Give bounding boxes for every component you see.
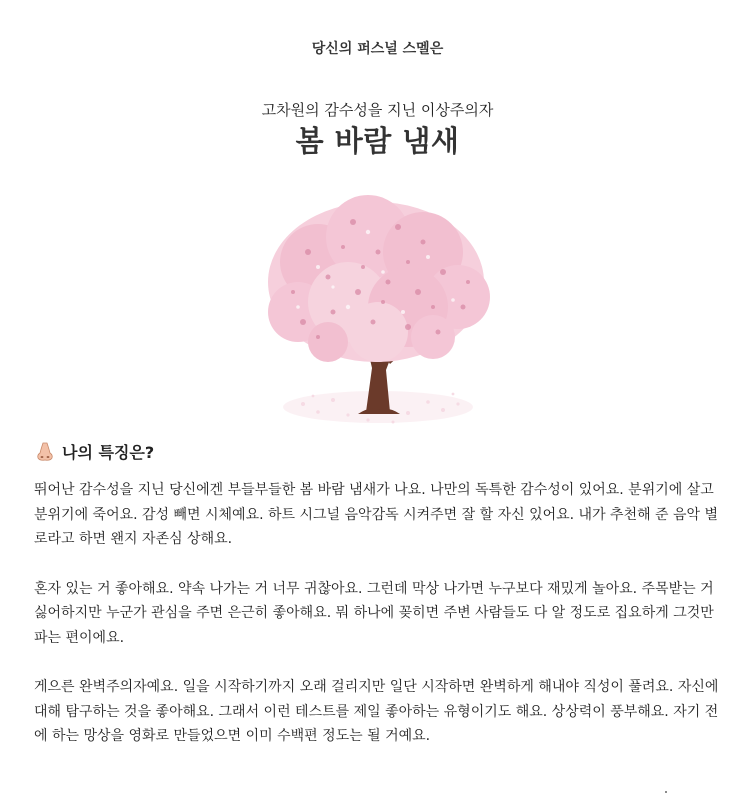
traits-description	[34, 478, 724, 774]
result-header: 당신의 퍼스널 스멜은	[311, 41, 444, 57]
hero-illustration	[258, 182, 498, 432]
trait-paragraph: 혼자 있는 거 좋아해요. 약속 나가는 거 너무 귀찮아요. 그런데 막상 나가면 누구보다 재밌게 놀아요. 주목받는 거 싫어하지만 누군가 관심을 주면 은근히 좋아해요. 뭐 하나에 꽂히면 주변 사람들도 다 알 정도로 집요하게 그것만 파는 편이에요.	[34, 580, 714, 646]
cherry-blossom-tree-icon	[258, 182, 498, 432]
result-subtitle: 고차원의 감수성을 지닌 이상주의자	[261, 101, 494, 119]
trait-paragraph: 뛰어난 감수성을 지닌 당신에겐 부들부들한 봄 바람 냄새가 나요. 나만의 독특한 감수성이 있어요. 분위기에 살고 분위기에 죽어요. 감성 빼면 시체예요. 하트 시그널 음악감독 시켜주면 잘 할 자신 있어요. 내가 추천해 준 음악 별로라고 하면 왠지 자존심 상해요.	[34, 482, 719, 547]
decorative-dot	[665, 791, 667, 793]
trait-paragraph: 게으른 완벽주의자예요. 일을 시작하기까지 오래 걸리지만 일단 시작하면 완벽하게 해내야 직성이 풀려요. 자신에 대해 탐구하는 것을 좋아해요. 그래서 이런 테스트를 제일 좋아하는 유형이기도 해요. 상상력이 풍부해요. 자기 전에 하는 망상을 영화로 만들었으면 이미 수백편 정도는 될 거예요.	[34, 679, 719, 744]
traits-heading-label: 나의 특징은?	[62, 443, 155, 462]
nose-icon	[34, 441, 56, 463]
traits-heading	[34, 440, 154, 463]
result-title: 봄 바람 냄새	[295, 124, 460, 158]
blossom-canopy	[268, 195, 490, 362]
